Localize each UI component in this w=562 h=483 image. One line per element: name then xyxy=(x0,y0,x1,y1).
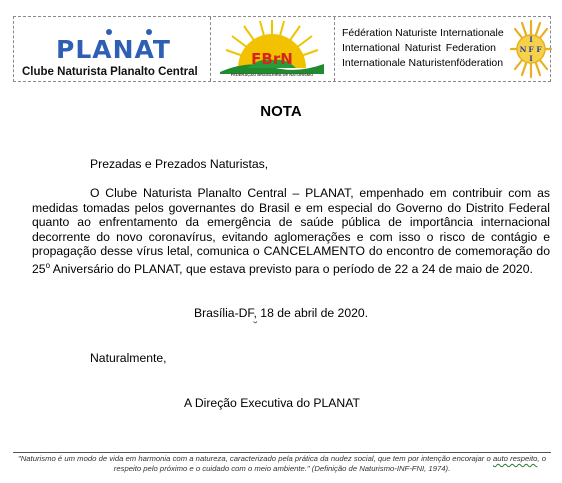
signature: A Direção Executiva do PLANAT xyxy=(184,396,360,410)
footer-quote xyxy=(18,454,546,474)
footer-underlined: auto respeito xyxy=(492,454,538,463)
inf-name-german: Internationale Naturistenföderation xyxy=(342,57,504,69)
date-comma: , xyxy=(253,306,257,320)
inf-name-french: Fédération Naturiste Internationale xyxy=(342,27,504,39)
closing: Naturalmente, xyxy=(90,351,167,365)
inf-letter-center: F xyxy=(528,45,534,54)
paragraph-text-1: O Clube Naturista Planalto Central – PLANAT, empenhado em contribuir com as medidas tomadas pelos governantes do Brasil e em especial do Governo do Distrito Federal quanto ao enfrentamento da emergência de saúde pública de importância internacional decorrente do novo coronavírus, evitando aglomerações e com isso o risco de contágio e propagação desse vírus letal, comunica o CANCELAMENTO do encontro de comemoração do 25 xyxy=(32,186,550,277)
fbrn-tagline: FEDERAÇÃO BRASILEIRA DE NATURISMO xyxy=(230,72,314,77)
planat-logo-cell xyxy=(14,17,211,81)
footer-divider xyxy=(13,452,551,453)
planat-subtitle: Clube Naturista Planalto Central xyxy=(22,66,198,78)
inf-letter-right: F xyxy=(536,45,542,54)
fbrn-logo-icon xyxy=(218,20,326,74)
inf-letter-top: I xyxy=(529,35,533,44)
date-rest: 18 de abril de 2020. xyxy=(256,306,369,320)
planat-wordmark: PLANAT xyxy=(56,35,171,64)
fbrn-logo-cell xyxy=(210,17,335,81)
inf-sun-logo-icon xyxy=(510,19,552,79)
footer-text-1: "Naturismo é um modo de vida em harmonia com a natureza, caracterizado pela prática da nudez social, que tem por intenção encorajar o xyxy=(18,454,493,463)
inf-cell xyxy=(334,17,552,81)
letterhead xyxy=(13,16,551,82)
paragraph-text-2: Aniversário do PLANAT, que estava previsto para o período de 22 a 24 de maio de 2020. xyxy=(50,262,533,277)
ordinal-indicator: o xyxy=(45,260,51,270)
document-title: NOTA xyxy=(260,103,302,120)
footer-text-2: , o respeito pelo próximo e o cuidado com o meio ambiente." (Definição de Naturismo-INF-FNI, 1974). xyxy=(113,454,546,473)
fbrn-logo-text: FBrN xyxy=(251,50,293,68)
date-line xyxy=(0,306,562,321)
inf-letter-bottom: I xyxy=(529,54,533,63)
inf-letter-left: N xyxy=(519,45,527,54)
inf-name-english: International Naturist Federation xyxy=(342,42,496,54)
greeting: Prezadas e Prezados Naturistas, xyxy=(90,157,269,171)
date-place: Brasília-DF xyxy=(193,306,254,320)
main-paragraph xyxy=(32,186,550,277)
